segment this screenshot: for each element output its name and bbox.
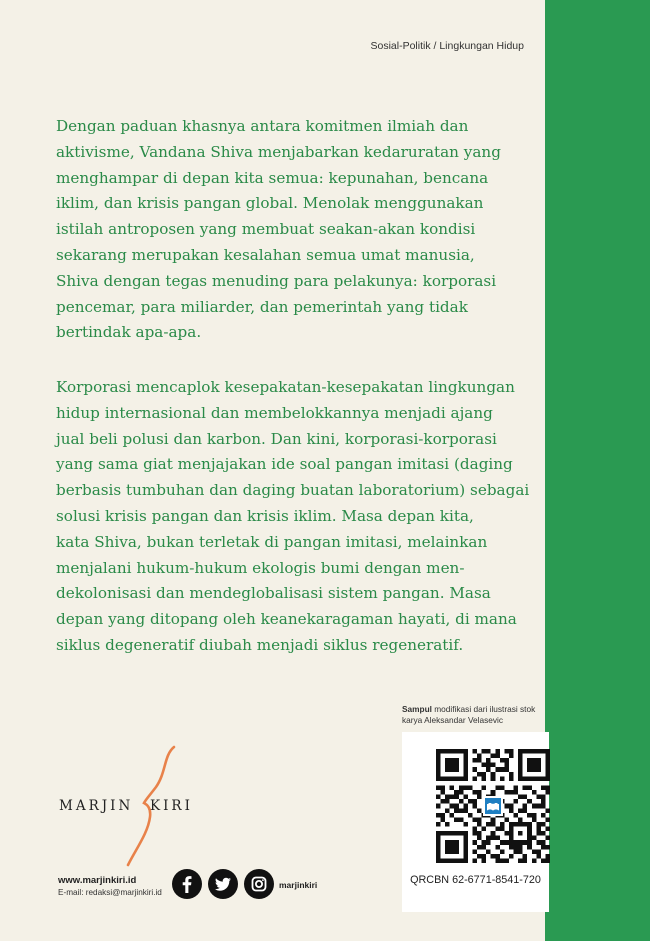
synopsis-line: iklim, dan krisis pangan global. Menolak menggunakan [56,194,484,213]
synopsis-line: kata Shiva, bukan terletak di pangan imitasi, melainkan [56,532,488,551]
twitter-icon[interactable] [208,869,238,899]
cover-credit [402,704,552,726]
category-label: Sosial-Politik / Lingkungan Hidup [370,40,524,52]
cover-credit-label: Sampul [402,704,432,714]
publisher-logo-left: MARJIN [59,798,134,814]
publisher-email[interactable]: E-mail: redaksi@marjinkiri.id [58,888,162,897]
synopsis-line: jual beli polusi dan karbon. Dan kini, korporasi-korporasi [56,429,497,448]
synopsis-line: istilah antroposen yang membuat seakan-akan kondisi [56,220,476,239]
synopsis-line: hidup internasional dan membelokkannya menjadi ajang [56,403,493,422]
synopsis-line: dekolonisasi dan mendeglobalisasi sistem pangan. Masa [56,584,491,603]
synopsis-line: menghampar di depan kita semua: kepunahan, bencana [56,168,489,187]
green-sidebar [545,0,650,941]
qr-code-icon [436,749,550,863]
synopsis-line: depan yang ditopang oleh keanekaragaman hayati, di mana [56,610,517,629]
publisher-logo-right: KIRI [150,798,193,814]
synopsis-line: berbasis tumbuhan dan daging buatan laboratorium) sebagai [56,481,530,500]
instagram-icon[interactable] [244,869,274,899]
synopsis-line: bertindak apa-apa. [56,323,202,342]
isbn-code: QRCBN 62-6771-8541-720 [410,874,541,886]
book-icon [483,796,503,816]
synopsis-line: yang sama giat menjajakan ide soal pangan imitasi (daging [56,455,513,474]
publisher-website[interactable]: www.marjinkiri.id [58,875,137,886]
synopsis-line: Shiva dengan tegas menuding para pelakunya: korporasi [56,271,497,290]
cover-credit-artist: karya Aleksandar Velasevic [402,715,504,725]
synopsis-line: pencemar, para miliarder, dan pemerintah yang tidak [56,297,468,316]
synopsis-paragraph-2 [56,375,530,659]
qr-panel [402,732,549,912]
synopsis-line: siklus degeneratif diubah menjadi siklus regeneratif. [56,635,464,654]
synopsis-line: solusi krisis pangan dan krisis iklim. Masa depan kita, [56,506,474,525]
synopsis-paragraph-1 [56,114,526,346]
synopsis-line: aktivisme, Vandana Shiva menjabarkan kedaruratan yang [56,142,501,161]
social-handle[interactable]: marjinkiri [279,880,318,890]
synopsis-line: sekarang merupakan kesalahan semua umat manusia, [56,245,475,264]
synopsis-line: menjalani hukum-hukum ekologis bumi dengan men- [56,558,465,577]
synopsis-line: Dengan paduan khasnya antara komitmen ilmiah dan [56,117,469,135]
cover-credit-text: modifikasi dari ilustrasi stok [431,704,536,714]
facebook-icon[interactable] [172,869,202,899]
synopsis-line: Korporasi mencaplok kesepakatan-kesepakatan lingkungan [56,378,515,396]
